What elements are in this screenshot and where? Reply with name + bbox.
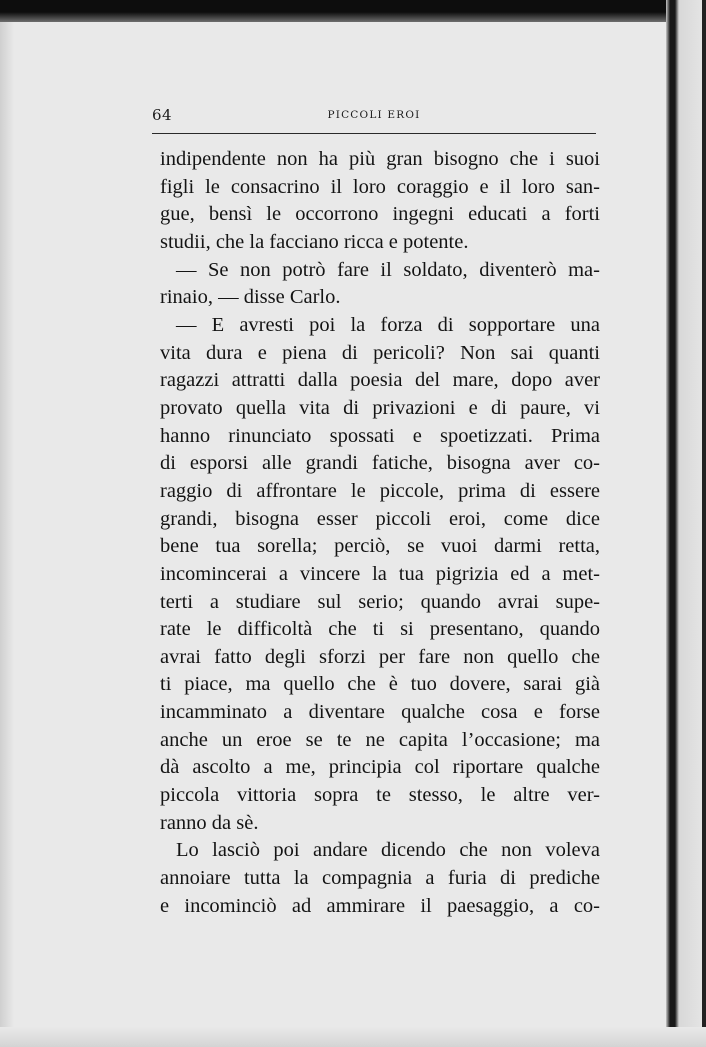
text-line: di esporsi alle grandi fatiche, bisogna aver co-: [160, 452, 600, 475]
header-rule: [152, 133, 596, 134]
text-line: anche un eroe se te ne capita l’occasione; ma: [160, 728, 600, 751]
text-line: bene tua sorella; perciò, se vuoi darmi retta,: [160, 535, 600, 558]
text-line: provato quella vita di privazioni e di paure, vi: [160, 396, 600, 419]
text-line: grandi, bisogna esser piccoli eroi, come dice: [160, 507, 600, 530]
text-line: ti piace, ma quello che è tuo dovere, sarai già: [160, 673, 600, 696]
text-line: incamminato a diventare qualche cosa e forse: [160, 701, 600, 724]
page-number: 64: [152, 106, 173, 124]
text-line: piccola vittoria sopra te stesso, le altre ver-: [160, 784, 600, 807]
left-page-shadow: [0, 22, 14, 1047]
text-line: studii, che la facciano ricca e potente.: [160, 230, 469, 253]
text-line: ragazzi attratti dalla poesia del mare, dopo aver: [160, 369, 600, 392]
bottom-page-shadow: [0, 1027, 706, 1047]
page-header: [152, 106, 596, 128]
text-line: terti a studiare sul serio; quando avrai supe-: [160, 590, 600, 613]
text-line: — E avresti poi la forza di sopportare una: [176, 313, 600, 336]
text-line: hanno rinunciato spossati e spoetizzati. Prima: [160, 424, 600, 447]
text-line: Lo lasciò poi andare dicendo che non voleva: [176, 839, 600, 862]
text-line: dà ascolto a me, principia col riportare qualche: [160, 756, 600, 779]
text-line: rate le difficoltà che ti si presentano, quando: [160, 618, 600, 641]
text-line: ranno da sè.: [160, 811, 259, 834]
page-gutter-shadow: [666, 0, 706, 1047]
text-line: gue, bensì le occorrono ingegni educati a forti: [160, 203, 600, 226]
text-line: incomincerai a vincere la tua pigrizia ed a met-: [160, 562, 600, 585]
text-line: vita dura e piena di pericoli? Non sai quanti: [160, 341, 600, 364]
scan-right-edge: [702, 0, 706, 1047]
body-text: [160, 146, 600, 920]
text-line: avrai fatto degli sforzi per fare non quello che: [160, 645, 600, 668]
scan-top-border: [0, 0, 706, 22]
running-head: PICCOLI EROI: [327, 109, 421, 121]
text-line: annoiare tutta la compagnia a furia di prediche: [160, 867, 600, 890]
text-line: rinaio, — disse Carlo.: [160, 286, 341, 309]
text-line: figli le consacrino il loro coraggio e il loro san-: [160, 175, 600, 198]
text-line: e incominciò ad ammirare il paesaggio, a co-: [160, 894, 600, 917]
text-line: raggio di affrontare le piccole, prima di essere: [160, 479, 600, 502]
text-line: — Se non potrò fare il soldato, diventerò ma-: [176, 258, 600, 281]
text-line: indipendente non ha più gran bisogno che i suoi: [160, 148, 600, 170]
